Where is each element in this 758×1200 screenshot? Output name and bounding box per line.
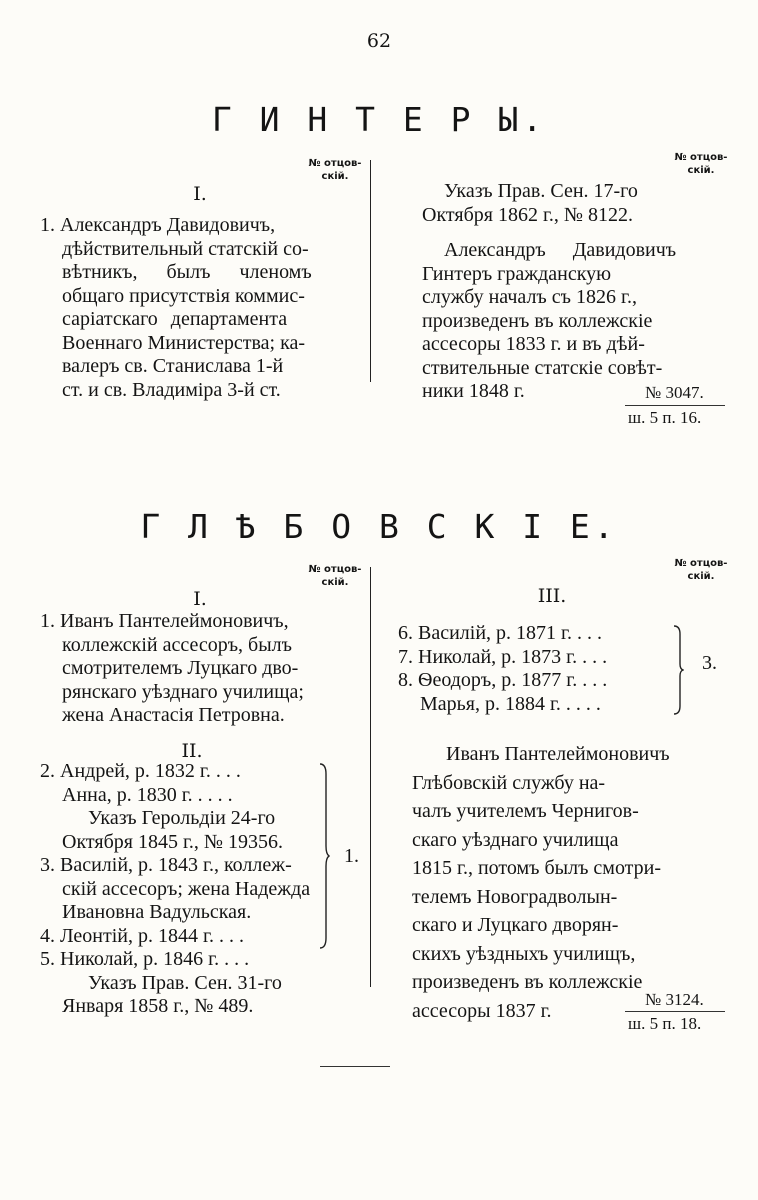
text-line: Ивановна Вадульская. xyxy=(62,901,252,923)
glebovskie-generation-2 xyxy=(40,760,310,1019)
text-line: ствительные статскіе совѣт- xyxy=(422,356,663,379)
page-number: 62 xyxy=(366,30,392,52)
text-line: 1815 г., потомъ былъ смотри- xyxy=(412,857,662,879)
glebovskie-generation-1-roman: I. xyxy=(193,588,207,610)
glebovskie-right-otc xyxy=(666,557,736,583)
text-line: 4. Леонтій, р. 1844 г. . . . xyxy=(40,924,244,947)
ginter-archive-number: № 3047. xyxy=(645,383,704,402)
text-line: 1. Иванъ Пантелеймоновичъ, xyxy=(40,610,289,632)
otc-line: скій. xyxy=(687,571,715,582)
text-line: дѣйствительный статскій со- xyxy=(62,237,309,260)
ginter-right-otc xyxy=(666,151,736,177)
text-line: валеръ св. Станислава 1-й xyxy=(62,355,284,377)
text-line: ассесоры 1837 г. xyxy=(412,999,552,1022)
otc-line: № отцов- xyxy=(308,564,362,575)
column-divider xyxy=(370,567,371,987)
text-line: скій ассесоръ; жена Надежда xyxy=(62,877,311,900)
text-line: жена Анастасія Петровна. xyxy=(62,704,285,726)
text-line: Указъ Прав. Сен. 31-го xyxy=(88,971,282,994)
rule xyxy=(625,1011,725,1012)
text-line: 2. Андрей, р. 1832 г. . . . xyxy=(40,760,241,782)
siblings-brace xyxy=(318,762,330,950)
text-line: Января 1858 г., № 489. xyxy=(62,995,254,1017)
text-line: смотрителемъ Луцкаго дво- xyxy=(62,657,299,679)
text-line: Александръ Давидовичъ xyxy=(444,239,677,261)
rule xyxy=(625,405,725,406)
text-line: чалъ учителемъ Чернигов- xyxy=(412,800,639,822)
text-line: 5. Николай, р. 1846 г. . . . xyxy=(40,948,250,970)
column-divider xyxy=(370,160,371,382)
text-line: скихъ уѣздныхъ училищъ, xyxy=(412,942,636,965)
ginter-generation-roman: I. xyxy=(193,183,207,205)
otc-line: № отцов- xyxy=(674,152,728,163)
text-line: Указъ Прав. Сен. 17-го xyxy=(444,180,638,202)
ginter-left-text xyxy=(40,214,312,402)
text-line: Гинтеръ гражданскую xyxy=(422,262,612,285)
text-line: 3. Василій, р. 1843 г., коллеж- xyxy=(40,854,292,876)
otc-line: № отцов- xyxy=(674,558,728,569)
otc-line: № отцов- xyxy=(308,158,362,169)
glebovskie-generation-1 xyxy=(40,610,304,728)
text-line: 8. Ѳеодоръ, р. 1877 г. . . . xyxy=(398,669,608,691)
ginter-right-text xyxy=(400,180,676,404)
text-line: Военнаго Министерства; ка- xyxy=(62,331,306,354)
text-line: произведенъ въ коллежскіе xyxy=(412,971,643,993)
otc-line: скій. xyxy=(321,577,349,588)
text-line: телемъ Новоградволын- xyxy=(412,885,618,908)
children-brace xyxy=(672,624,684,716)
text-line: Глѣбовскій службу на- xyxy=(412,771,606,794)
spacer xyxy=(400,227,676,239)
text-line: Октября 1845 г., № 19356. xyxy=(62,830,283,853)
ginter-left-otc xyxy=(300,157,370,183)
otc-line: скій. xyxy=(321,171,349,182)
text-line: рянскаго уѣзднаго училища; xyxy=(62,680,304,703)
ginter-archive-location: ш. 5 п. 16. xyxy=(628,408,702,427)
glebovskie-generation-2-roman: II. xyxy=(181,740,203,762)
text-line: произведенъ въ коллежскіе xyxy=(422,309,653,332)
glebovskie-archive-number: № 3124. xyxy=(645,990,704,1009)
glebovskie-right-father-number: 3. xyxy=(702,652,717,674)
glebovskie-generation-3 xyxy=(398,622,607,716)
glebovskie-archive-location: ш. 5 п. 18. xyxy=(628,1014,702,1033)
text-line: Анна, р. 1830 г. . . . . xyxy=(62,783,233,806)
text-line: Указъ Герольдіи 24-го xyxy=(88,807,276,829)
text-line: коллежскій ассесоръ, былъ xyxy=(62,633,292,656)
text-line: скаго и Луцкаго дворян- xyxy=(412,914,619,936)
text-line: вѣтникъ, былъ членомъ xyxy=(62,261,312,283)
text-line: саріатскаго департамента xyxy=(62,308,288,330)
glebovskie-generation-3-roman: III. xyxy=(537,585,567,607)
glebovskie-title: Г Л Ѣ Б О В С К І Е. xyxy=(140,507,618,546)
text-line: ники 1848 г. xyxy=(422,380,525,402)
otc-line: скій. xyxy=(687,165,715,176)
text-line: общаго присутствія коммис- xyxy=(62,284,305,307)
text-line: ассесоры 1833 г. и въ дѣй- xyxy=(422,333,645,355)
text-line: ст. и св. Владиміра 3-й ст. xyxy=(62,378,281,401)
glebovskie-left-father-number: 1. xyxy=(344,845,359,867)
glebovskie-left-otc xyxy=(300,563,370,589)
text-line: службу началъ съ 1826 г., xyxy=(422,286,637,308)
text-line: Октября 1862 г., № 8122. xyxy=(422,203,633,226)
text-line: 7. Николай, р. 1873 г. . . . xyxy=(398,645,608,668)
text-line: 1. Александръ Давидовичъ, xyxy=(40,214,276,236)
end-rule xyxy=(320,1066,390,1067)
text-line: скаго уѣзднаго училища xyxy=(412,828,619,851)
text-line: Марья, р. 1884 г. . . . . xyxy=(420,692,601,715)
text-line: 6. Василій, р. 1871 г. . . . xyxy=(398,622,602,644)
glebovskie-biography xyxy=(398,740,670,1025)
ginter-title: Г И Н Т Е Р Ы. xyxy=(211,100,547,139)
text-line: Иванъ Пантелеймоновичъ xyxy=(446,743,670,765)
